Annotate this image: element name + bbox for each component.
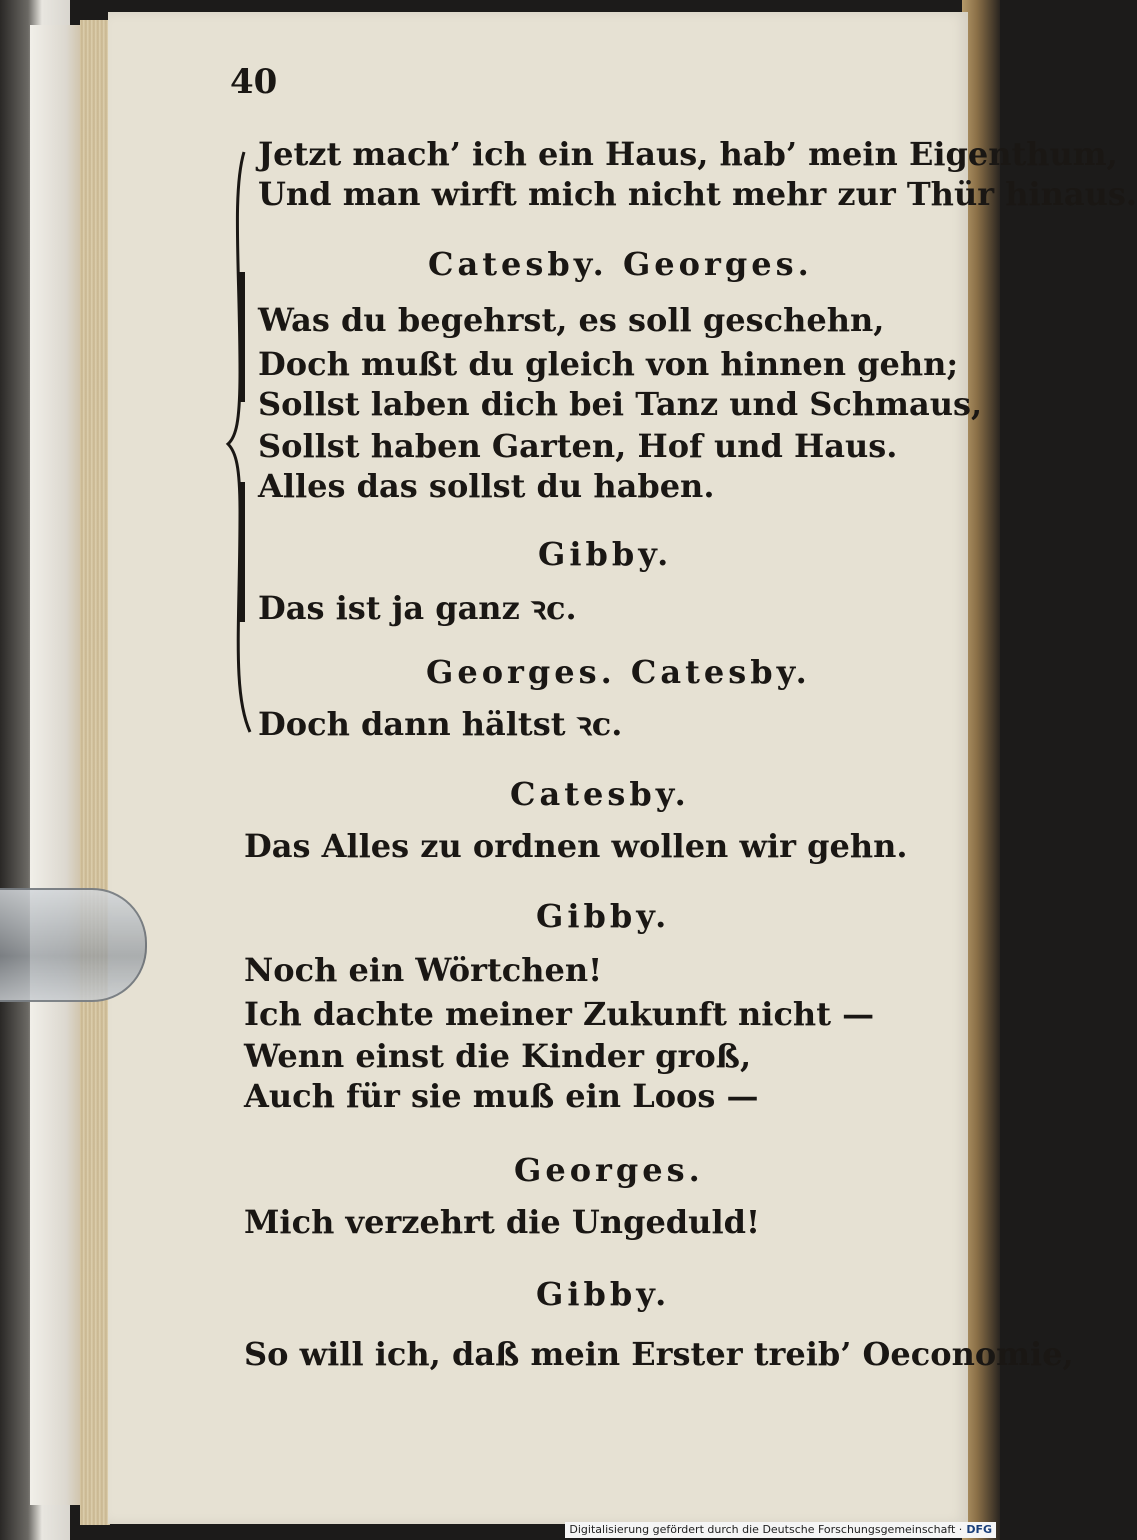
verse-line: Das Alles zu ordnen wollen wir gehn.	[244, 827, 908, 865]
dfg-logo: DFG	[966, 1523, 992, 1536]
page-clip	[0, 888, 147, 1002]
speaker-heading: Gibby.	[538, 535, 673, 573]
verse-line: Was du begehrst, es soll geschehn,	[258, 301, 885, 339]
verse-line: Sollst laben dich bei Tanz und Schmaus,	[258, 385, 983, 423]
speaker-heading: Georges.	[514, 1151, 704, 1189]
page-number: 40	[230, 62, 278, 102]
speaker-heading: Gibby.	[536, 1275, 671, 1313]
page-text	[108, 12, 1137, 1524]
verse-line: Und man wirft mich nicht mehr zur Thür hinaus.	[258, 175, 1137, 213]
speaker-heading: Catesby.	[510, 775, 690, 813]
verse-line: Noch ein Wörtchen!	[244, 951, 603, 989]
verse-line: Sollst haben Garten, Hof und Haus.	[258, 427, 898, 465]
verse-line: Das ist ja ganz ꝛc.	[258, 589, 577, 627]
verse-line: Mich verzehrt die Ungeduld!	[244, 1203, 761, 1241]
verse-line: Ich dachte meiner Zukunft nicht —	[244, 995, 875, 1033]
page-edges	[80, 20, 110, 1525]
verse-line: Doch dann hältst ꝛc.	[258, 705, 623, 743]
verse-line: Doch mußt du gleich von hinnen gehn;	[258, 345, 959, 383]
verse-line: Auch für sie muß ein Loos —	[244, 1077, 759, 1115]
digitization-credit	[565, 1522, 996, 1538]
verse-line: So will ich, daß mein Erster treib’ Oeconomie,	[244, 1335, 1074, 1373]
verse-line: Jetzt mach’ ich ein Haus, hab’ mein Eigenthum,	[258, 135, 1118, 173]
book-page	[108, 12, 1137, 1524]
credit-text: Digitalisierung gefördert durch die Deutsche Forschungsgemeinschaft ·	[569, 1523, 963, 1536]
speaker-heading: Georges. Catesby.	[426, 653, 811, 691]
verse-line: Wenn einst die Kinder groß,	[244, 1037, 752, 1075]
speaker-heading: Gibby.	[536, 897, 671, 935]
brace-bracket	[226, 152, 256, 732]
speaker-heading: Catesby. Georges.	[428, 245, 813, 283]
verse-line: Alles das sollst du haben.	[258, 467, 715, 505]
